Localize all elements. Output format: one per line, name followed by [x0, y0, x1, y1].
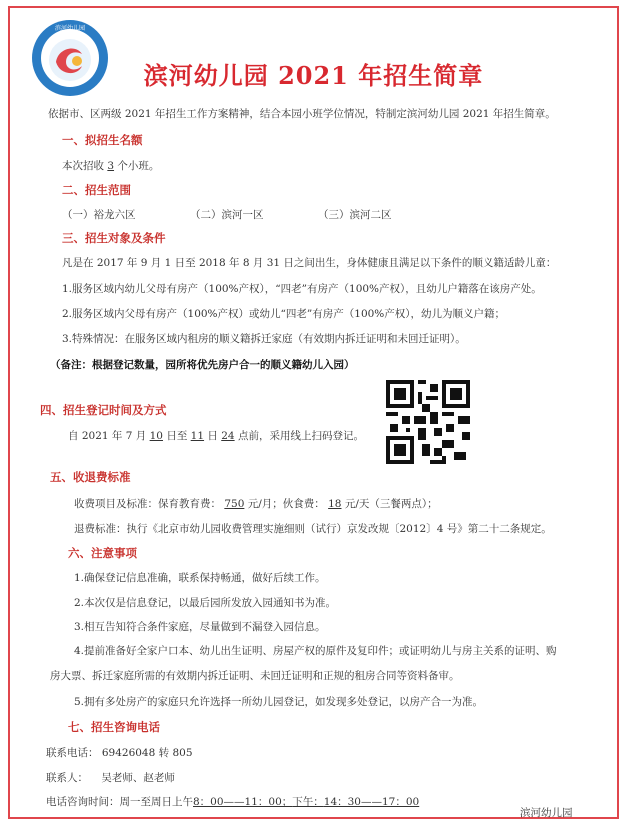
- condition-2: 2.服务区域内父母有房产（100%产权）或幼儿“四老”有房产（100%产权），幼儿为顺义户籍；: [62, 308, 506, 320]
- contact-phone: 联系电话： 69426048 转 805: [46, 747, 193, 759]
- svg-text:滨河幼儿园: 滨河幼儿园: [54, 25, 86, 32]
- condition-1: 1.服务区域内幼儿父母有房产（100%产权），“四老”有房产（100%产权），且幼儿户籍落在该房产处。: [62, 283, 542, 295]
- consult-hours: 电话咨询时间：周一至周日上午8：00——11：00；下午：14：30——17：00: [46, 796, 420, 808]
- intro-text: 依据市、区两级 2021 年招生工作方案精神，结合本园小班学位情况，特制定滨河幼儿园 2021 年招生简章。: [48, 108, 556, 120]
- section-1-heading: 一、拟招生名额: [62, 133, 143, 147]
- section-5-heading: 五、收退费标准: [50, 470, 131, 484]
- fee-standard: 收费项目及标准：保育教育费： 750 元/月；伙食费： 18 元/天（三餐两点）；: [74, 498, 438, 510]
- registration-time: 自 2021 年 7 月 10 日至 11 日 24 点前，采用线上扫码登记。: [68, 430, 364, 442]
- notice-1: 1.确保登记信息准确，联系保持畅通，做好后续工作。: [74, 572, 326, 584]
- eligibility-lead: 凡是在 2017 年 9 月 1 日至 2018 年 8 月 31 日之间出生，身体健康且满足以下条件的顺义籍适龄儿童：: [62, 257, 557, 269]
- section-6-heading: 六、注意事项: [68, 546, 137, 560]
- refund-standard: 退费标准：执行《北京市幼儿园收费管理实施细则（试行）京发改规〔2012〕4 号》第二十二条规定。: [74, 523, 552, 535]
- area-1: （一）裕龙六区: [62, 209, 136, 221]
- notice-3: 3.相互告知符合条件家庭，尽量做到不漏登入园信息。: [74, 621, 326, 633]
- area-2: （二）滨河一区: [190, 209, 264, 221]
- remark-note: （备注：根据登记数量，园所将优先房户合一的顺义籍幼儿入园）: [50, 359, 355, 371]
- qr-code-icon: [386, 380, 470, 464]
- contact-person: 联系人： 吴老师、赵老师: [46, 772, 175, 784]
- notice-4: 4.提前准备好全家户口本、幼儿出生证明、房屋产权的原件及复印件；或证明幼儿与房主关系的证明、购: [74, 645, 557, 657]
- section-7-heading: 七、招生咨询电话: [68, 720, 160, 734]
- page-title: 滨河幼儿园 2021 年招生简章: [143, 61, 484, 90]
- signature: 滨河幼儿园: [520, 807, 573, 819]
- notice-2: 2.本次仅是信息登记，以最后园所发放入园通知书为准。: [74, 597, 337, 609]
- area-3: （三）滨河二区: [318, 209, 392, 221]
- section-3-heading: 三、招生对象及条件: [62, 231, 166, 245]
- condition-3: 3.特殊情况：在服务区域内租房的顺义籍拆迁家庭（有效期内拆迁证明和未回迁证明）。: [62, 333, 466, 345]
- section-4-heading: 四、招生登记时间及方式: [40, 403, 167, 417]
- notice-5: 5.拥有多处房产的家庭只允许选择一所幼儿园登记，如发现多处登记，以房产合一为准。: [74, 696, 484, 708]
- notice-4-cont: 房大票、拆迁家庭所需的有效期内拆迁证明、未回迁证明和正规的租房合同等资料备审。: [50, 670, 460, 682]
- quota-text: 本次招收 3 个小班。: [62, 160, 160, 172]
- poster-frame: [8, 6, 619, 819]
- section-2-heading: 二、招生范围: [62, 183, 131, 197]
